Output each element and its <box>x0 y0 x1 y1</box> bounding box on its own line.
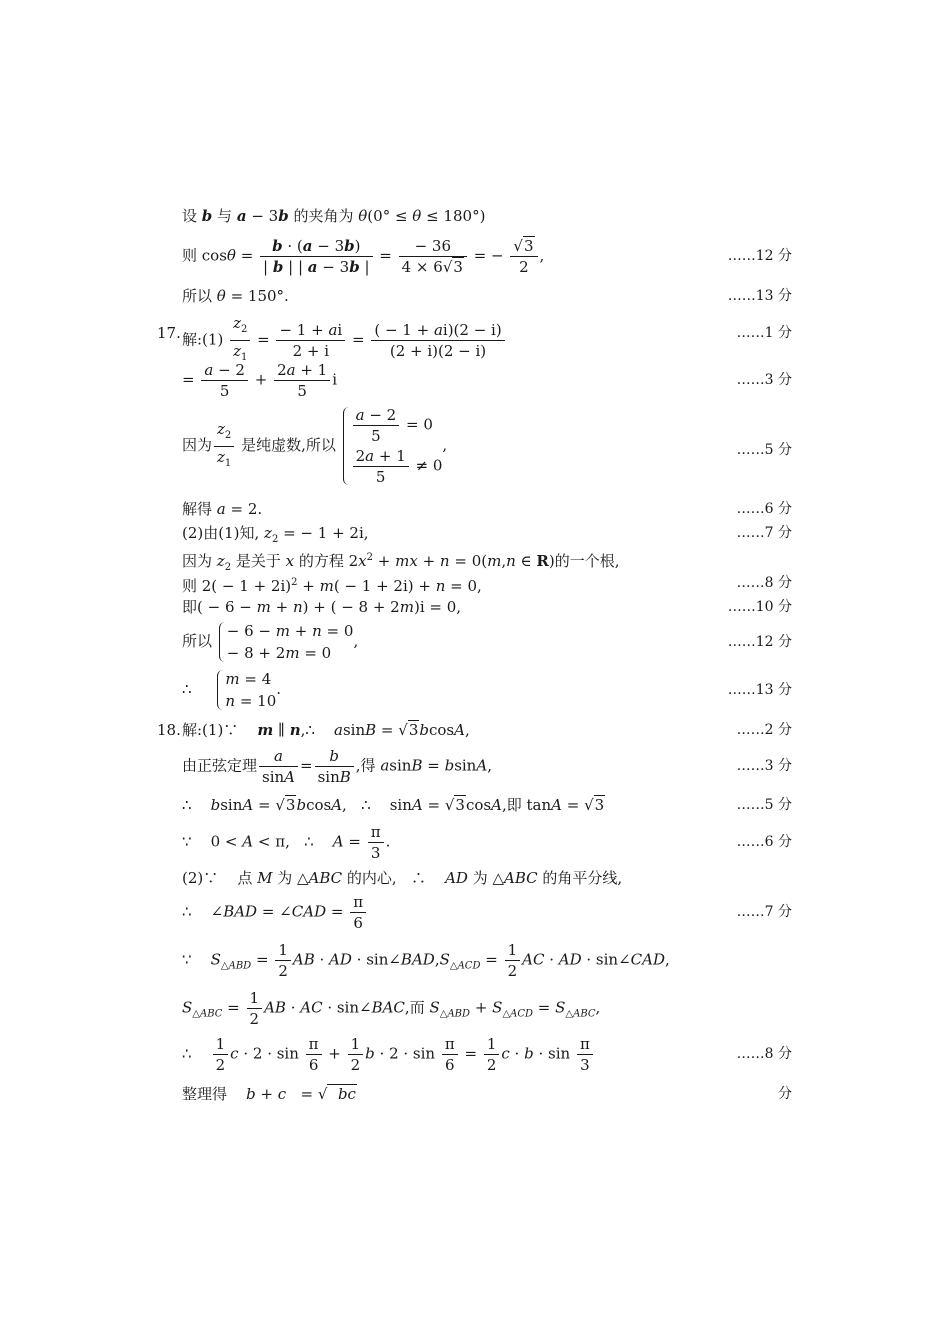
solution-line: 因为 $\frac{z_2}{z_1}$ 是纯虚数,所以 $\frac{a - 2}{5}$ = 0 $\frac{2a + 1}{5}$ ≠ 0 , <box>182 406 448 486</box>
solution-line: ∴ bsinA = √ 3bcosA, ∴ sinA = √ 3cosA,即 tanA = √ 3 <box>182 795 605 815</box>
score-label: ……8 分 <box>736 1046 792 1062</box>
solution-line: 解:(1)∵ m ∥ n,∴ asinB = √ 3bcosA, <box>182 720 470 740</box>
solution-line: 则 cosθ = $\frac{b \cdot (a - 3b)}{| b | | a - 3b |}$ = $\frac{- 36}{4 \times 6√ 3}$ = − √ $\frac{3}{2}$ , <box>182 236 544 277</box>
solution-line: = $\frac{a - 2}{5}$ + $\frac{2a + 1}{5}$ i <box>182 361 338 400</box>
solution-line: 整理得 b + c = √ bc <box>182 1084 357 1104</box>
solution-line: 所以 − 6 − m + n = 0 − 8 + 2m = 0 , <box>182 622 359 662</box>
solution-line: ∴ m = 4 n = 10 . <box>182 670 282 710</box>
solution-line: ∵ 0 < A < π, ∴ A = $\frac{\pi}{3}$ . <box>182 823 391 862</box>
solution-line: 所以 θ = 150°. <box>182 287 289 305</box>
score-label: ……12 分 <box>727 248 792 264</box>
solution-line: 由正弦定理 $\frac{a}{\sin A}$ = $\frac{b}{\sin B}$ ,得 asinB = bsinA, <box>182 747 492 786</box>
question-number: 18. <box>157 721 181 739</box>
solution-line: ∵ $S_{\triangle ABD}$ = $\frac{1}{2}$ AB · AD · $\sin\angle BAD,S_{\triangle ACD}$ = $\frac{1}{2}$ AC · AD · sin∠CAD, <box>182 941 670 980</box>
solution-line: 即( − 6 − m + n) + ( − 8 + 2m)i = 0, <box>182 598 462 616</box>
score-label: ……13 分 <box>727 288 792 304</box>
score-label: ……8 分 <box>736 575 792 591</box>
solution-line: 设 b 与 a − 3b 的夹角为 θ(0° ≤ θ ≤ 180°) <box>182 207 486 225</box>
score-label: ……3 分 <box>736 758 792 774</box>
solution-line: (2)∵ 点 M 为 △ABC 的内心, ∴ AD 为 △ABC 的角平分线, <box>182 869 623 887</box>
score-label: ……6 分 <box>736 501 792 517</box>
solution-line: $S_{\triangle ABC}$ = $\frac{1}{2}$ AB · AC · sin∠BAC,而 $S_{\triangle ABD} + S_{\triangle ACD} = S_{\triangle ABC}$, <box>182 989 601 1028</box>
solution-line: 则 $2( - 1 + 2i)^2 + m( - 1 + 2i) + n = 0$, <box>182 577 482 595</box>
score-label: ……13 分 <box>727 682 792 698</box>
solution-line: ∴ $\frac{1}{2}$ c · 2 · sin $\frac{\pi}{6}$ + $\frac{1}{2}$ b · 2 · sin $\frac{\pi}{6}$ = $\frac{1}{2}$ c · b · sin $\frac{\pi}{3}$ <box>182 1034 595 1075</box>
score-label: ……1 分 <box>736 325 792 341</box>
solution-line: 解得 a = 2. <box>182 500 263 518</box>
solution-line: ∴ ∠BAD = ∠CAD = $\frac{\pi}{6}$ <box>182 892 368 933</box>
score-label: ……2 分 <box>736 722 792 738</box>
score-label: 分 <box>778 1086 792 1102</box>
score-label: ……3 分 <box>736 372 792 388</box>
score-label: ……6 分 <box>736 834 792 850</box>
question-number: 17. <box>157 324 181 342</box>
score-label: ……5 分 <box>736 442 792 458</box>
score-label: ……10 分 <box>727 599 792 615</box>
solution-line: 解:(1) $\frac{z_2}{z_1}$ = $\frac{- 1 + ai}{2 + i}$ = $\frac{( - 1 + ai)(2 - i)}{(2 + i)(2 - i)}$ <box>182 313 507 368</box>
solution-line: 因为 $z_2$ 是关于 x 的方程 $2x^2$ + mx + n = 0(m,n ∈ R)的一个根, <box>182 552 620 573</box>
score-label: ……12 分 <box>727 634 792 650</box>
score-label: ……7 分 <box>736 525 792 541</box>
score-label: ……7 分 <box>736 904 792 920</box>
score-label: ……5 分 <box>736 797 792 813</box>
solution-line: (2)由(1)知, $z_2$ = − 1 + 2i, <box>182 524 369 545</box>
